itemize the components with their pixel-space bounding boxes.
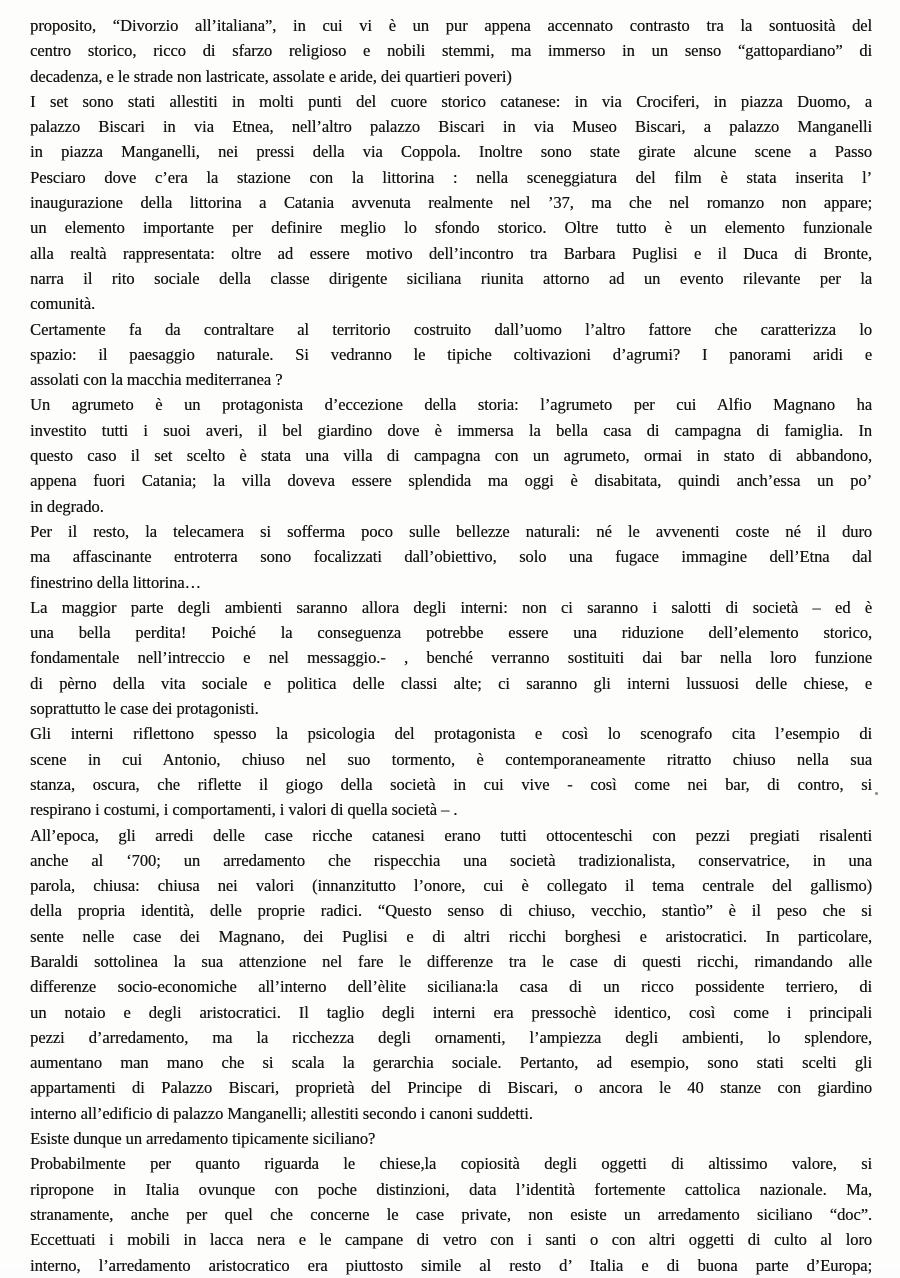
text-line: parola, chiusa: chiusa nei valori (innanzitutto l’onore, cui è collegato il tema centrale del gallismo) — [30, 876, 872, 896]
paragraph — [30, 595, 872, 721]
text-line: narra il rito sociale della classe dirigente siciliana riunita attorno ad un evento rilevante per la — [30, 268, 872, 288]
paragraph — [30, 13, 872, 89]
text-line: in piazza Manganelli, nei pressi della via Coppola. Inoltre sono state girate alcune scene a Passo — [30, 142, 872, 162]
scanned-text-block — [30, 13, 872, 1278]
text-line: un notaio e degli aristocratici. Il taglio degli interni era pressochè identico, così come i principali — [30, 1002, 872, 1022]
text-line: Eccettuati i mobili in lacca nera e le campane di vetro con i santi o con altri oggetti di culto al loro — [30, 1230, 872, 1250]
paragraph — [30, 89, 872, 317]
text-line: una bella perdita! Poiché la conseguenza potrebbe essere una riduzione dell’elemento storico, — [30, 623, 872, 643]
text-line: stranamente, anche per quel che concerne le case private, non esiste un arredamento siciliano “doc”. — [30, 1204, 872, 1224]
text-line: interno, l’arredamento aristocratico era piuttosto simile al resto d’ Italia e di buona parte d’Europa; — [30, 1255, 872, 1275]
paragraph — [30, 1151, 872, 1277]
text-line: comunità. — [30, 294, 96, 314]
text-line: All’epoca, gli arredi delle case ricche catanesi erano tutti ottocenteschi con pezzi pregiati risalenti — [30, 825, 872, 845]
text-line: inaugurazione della littorina a Catania avvenuta realmente nel ’37, ma che nel romanzo non appare; — [30, 193, 872, 213]
text-line: alla realtà rappresentata: oltre ad essere motivo dell’incontro tra Barbara Puglisi e il Duca di Bronte, — [30, 243, 872, 263]
paragraph — [30, 317, 872, 393]
text-line: Esiste dunque un arredamento tipicamente siciliano? — [30, 1129, 376, 1149]
text-line: fondamentale nell’intreccio e nel messaggio.- , benché verranno sostituiti dai bar nella loro funzione — [30, 648, 872, 668]
text-line: appena fuori Catania; la villa doveva essere splendida ma oggi è disabitata, quindi anch’essa un po’ — [30, 471, 872, 491]
text-line: interno all’edificio di palazzo Manganelli; allestiti secondo i canoni suddetti. — [30, 1103, 533, 1123]
scan-speckle — [875, 792, 878, 795]
paragraph — [30, 1126, 872, 1151]
text-line: in degrado. — [30, 496, 104, 516]
text-line: della propria identità, delle proprie radici. “Questo senso di chiuso, vecchio, stantìo” è il peso che si — [30, 901, 872, 921]
paragraph — [30, 721, 872, 822]
text-line: centro storico, ricco di sfarzo religioso e nobili stemmi, ma immerso in un senso “gattopardiano” di — [30, 41, 872, 61]
text-line: di pèrno della vita sociale e politica delle classi alte; ci saranno gli interni lussuosi delle chiese, e — [30, 673, 872, 693]
text-line: assolati con la macchia mediterranea ? — [30, 370, 283, 390]
text-line: respirano i costumi, i comportamenti, i valori di quella società – . — [30, 800, 458, 820]
text-line: appartamenti di Palazzo Biscari, proprietà del Principe di Biscari, o ancora le 40 stanze con giardino — [30, 1078, 872, 1098]
text-line: Gli interni riflettono spesso la psicologia del protagonista e così lo scenografo cita l’esempio di — [30, 724, 872, 744]
paragraph — [30, 823, 872, 1127]
text-line: Baraldi sottolinea la sua attenzione nel fare le differenze tra le case di questi ricchi, rimandando alle — [30, 951, 872, 971]
text-line: stanza, oscura, che riflette il giogo della società in cui vive - così come nei bar, di contro, si — [30, 774, 872, 794]
text-line: Probabilmente per quanto riguarda le chiese,la copiosità degli oggetti di altissimo valore, si — [30, 1154, 872, 1174]
text-line: differenze socio-economiche all’interno dell’èlite siciliana:la casa di un ricco possidente terriero, di — [30, 977, 872, 997]
paragraph — [30, 392, 872, 518]
text-line: anche al ‘700; un arredamento che rispecchia una società tradizionalista, conservatrice, in una — [30, 850, 872, 870]
text-line: aumentano man mano che si scala la gerarchia sociale. Pertanto, ad esempio, sono stati scelti gli — [30, 1053, 872, 1073]
text-line: Un agrumeto è un protagonista d’eccezione della storia: l’agrumeto per cui Alfio Magnano ha — [30, 395, 872, 415]
text-line: un elemento importante per definire meglio lo sfondo storico. Oltre tutto è un elemento funzionale — [30, 218, 872, 238]
text-line: Certamente fa da contraltare al territorio costruito dall’uomo l’altro fattore che caratterizza lo — [30, 319, 872, 339]
text-line: ripropone in Italia ovunque con poche distinzioni, data l’identità fortemente cattolica nazionale. Ma, — [30, 1179, 872, 1199]
text-line: palazzo Biscari in via Etnea, nell’altro palazzo Biscari in via Museo Biscari, a palazzo Manganelli — [30, 117, 872, 137]
text-line: La maggior parte degli ambienti saranno allora degli interni: non ci saranno i salotti di società – ed è — [30, 597, 872, 617]
text-line: Per il resto, la telecamera si sofferma poco sulle bellezze naturali: né le avvenenti coste né il duro — [30, 521, 872, 541]
text-line: soprattutto le case dei protagonisti. — [30, 699, 259, 719]
text-line: spazio: il paesaggio naturale. Si vedranno le tipiche coltivazioni d’agrumi? I panorami aridi e — [30, 344, 872, 364]
paragraph — [30, 519, 872, 595]
text-line: pezzi d’arredamento, ma la ricchezza degli ornamenti, l’ampiezza degli ambienti, lo splendore, — [30, 1027, 872, 1047]
text-line: sente nelle case dei Magnano, dei Puglisi e di altri ricchi borghesi e aristocratici. In particolare, — [30, 926, 872, 946]
text-line: I set sono stati allestiti in molti punti del cuore storico catanese: in via Crociferi, in piazza Duomo, a — [30, 91, 872, 111]
text-line: proposito, “Divorzio all’italiana”, in cui vi è un pur appena accennato contrasto tra la sontuosità del — [30, 16, 872, 35]
text-line: finestrino della littorina… — [30, 572, 201, 592]
text-line: investito tutti i suoi averi, il bel giardino dove è immersa la bella casa di campagna di famiglia. In — [30, 420, 872, 440]
text-line: Pesciaro dove c’era la stazione con la littorina : nella sceneggiatura del film è stata inserita l’ — [30, 167, 872, 187]
text-line: scene in cui Antonio, chiuso nel suo tormento, è contemporaneamente ritratto chiuso nella sua — [30, 749, 872, 769]
text-line: ma affascinante entroterra sono focalizzati dall’obiettivo, solo una fugace immagine dell’Etna dal — [30, 547, 872, 567]
text-line: decadenza, e le strade non lastricate, assolate e aride, dei quartieri poveri) — [30, 66, 512, 86]
text-line: questo caso il set scelto è stata una villa di campagna con un agrumeto, ormai in stato di abbandono, — [30, 446, 872, 466]
